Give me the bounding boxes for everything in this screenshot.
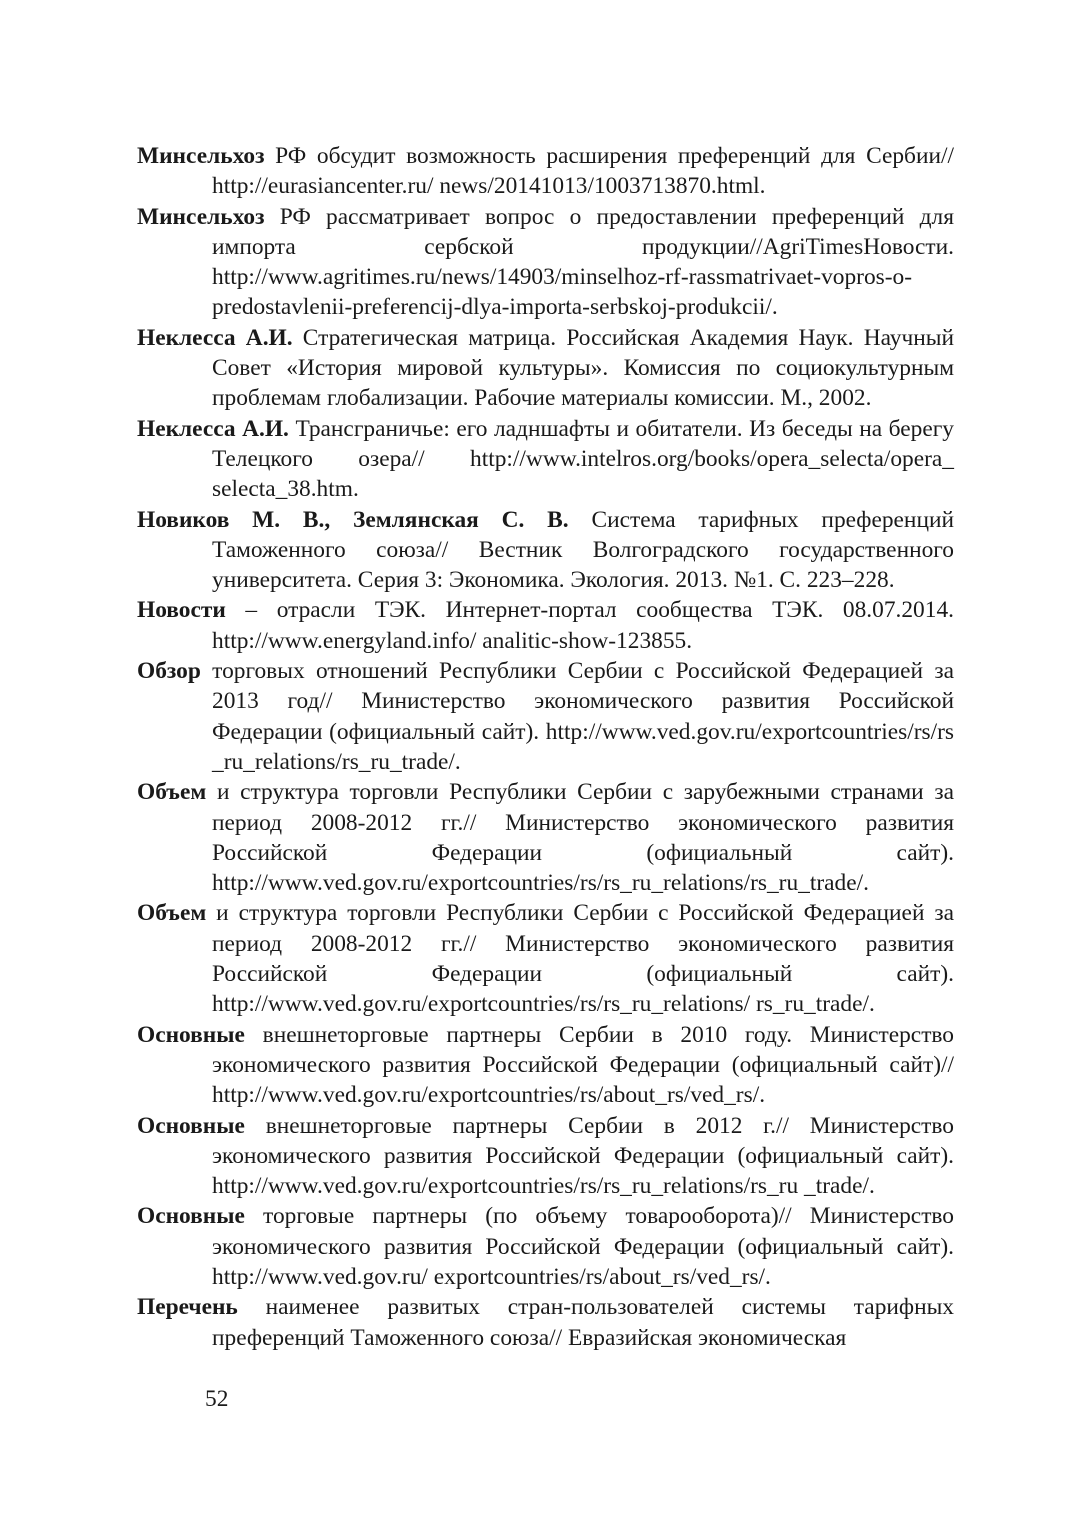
reference-text: РФ обсудит возможность расширения преференций для Сербии// http://eurasiancenter.ru/ news/20141013/1003713870.html. — [212, 143, 954, 200]
reference-text: Стратегическая матрица. Российская Академия Наук. Научный Совет «История мировой культуры». Комиссия по социокультурным проблемам глобализации. Рабочие материалы комиссии. М., 2002. — [212, 324, 954, 412]
reference-lead: Минсельхоз — [137, 143, 265, 169]
reference-lead: Перечень — [137, 1294, 238, 1321]
reference-list — [137, 141, 954, 1353]
reference-text: Система тарифных преференций Таможенного союза// Вестник Волгоградского государственного университета. Серия 3: Экономика. Экология. 2013. №1. С. 223–228. — [212, 506, 954, 594]
reference-item — [137, 595, 954, 656]
reference-item — [137, 1201, 954, 1292]
reference-text: РФ рассматривает вопрос о предоставлении преференций для импорта сербской продукции//AgriTimesНовости. http://www.agritimes.ru/news/14903/minselhoz-rf-rassmatrivaet-vopros-o-predostavlenii-preferencij-dlya-importa-serbskoj-produkcii/. — [212, 203, 954, 321]
reference-lead: Обзор — [137, 658, 201, 685]
reference-text: торговых отношений Республики Сербии с Российской Федерацией за 2013 год// Министерство экономического развития Российской Федерации (официальный сайт). http://www.ved.gov.ru/exportcountries/rs/rs _ru_relations/rs_ru_trade/. — [200, 658, 954, 775]
reference-item — [137, 898, 954, 1019]
reference-item — [137, 414, 954, 505]
reference-item — [137, 777, 954, 898]
reference-text: внешнеторговые партнеры Сербии в 2012 г.// Министерство экономического развития Российской Федерации (официальный сайт). http://www.ved.gov.ru/exportcountries/rs/rs_ru_relations/rs_ru _trade/. — [212, 1112, 954, 1200]
reference-item — [137, 202, 954, 323]
reference-item — [137, 323, 954, 414]
reference-lead: Объем — [137, 779, 207, 806]
reference-lead: Неклесса А.И. — [137, 324, 293, 351]
reference-item — [137, 1111, 954, 1202]
reference-lead: Минсельхоз — [137, 203, 265, 230]
reference-lead: Новиков М. В., Землянская С. В. — [137, 506, 569, 533]
reference-lead: Новости — [137, 597, 226, 624]
reference-lead: Неклесса А.И. — [137, 415, 289, 442]
reference-text: – отрасли ТЭК. Интернет-портал сообщества ТЭК. 08.07.2014. http://www.energyland.info/ analitic-show-123855. — [212, 597, 954, 654]
reference-text: Трансграничье: его ладншафты и обитатели. Из беседы на берегу Телецкого озера// http://www.intelros.org/books/opera_selecta/opera_ selecta_38.htm. — [212, 415, 954, 503]
reference-text: торговые партнеры (по объему товарооборота)// Министерство экономического развития Российской Федерации (официальный сайт). http://www.ved.gov.ru/ exportcountries/rs/about_rs/ved_rs/. — [212, 1203, 954, 1290]
reference-lead: Основные — [137, 1112, 245, 1139]
reference-text: внешнеторговые партнеры Сербии в 2010 году. Министерство экономического развития Российской Федерации (официальный сайт)// http://www.ved.gov.ru/exportcountries/rs/about_rs/ved_rs/. — [212, 1021, 954, 1109]
reference-lead: Объем — [137, 900, 207, 927]
reference-item — [137, 141, 954, 202]
reference-lead: Основные — [137, 1021, 245, 1048]
reference-item — [137, 656, 954, 777]
reference-text: и структура торговли Республики Сербии с Российской Федерацией за период 2008-2012 гг.// Министерство экономического развития Российской Федерации (официальный сайт). http://www.ved.gov.ru/exportcountries/rs/rs_ru_relations/ rs_ru_trade/. — [206, 900, 954, 1018]
reference-item — [137, 1292, 954, 1353]
reference-text: и структура торговли Республики Сербии с зарубежными странами за период 2008-2012 гг.// Министерство экономического развития Российской Федерации (официальный сайт). http://www.ved.gov.ru/exportcountries/rs/rs_ru_relations/rs_ru_trade/. — [206, 779, 954, 897]
reference-lead: Основные — [137, 1203, 245, 1230]
reference-text: наименее развитых стран-пользователей системы тарифных преференций Таможенного союза// Евразийская экономическая — [212, 1294, 954, 1351]
reference-item — [137, 1020, 954, 1111]
reference-item — [137, 505, 954, 596]
page-number: 52 — [205, 1386, 229, 1412]
